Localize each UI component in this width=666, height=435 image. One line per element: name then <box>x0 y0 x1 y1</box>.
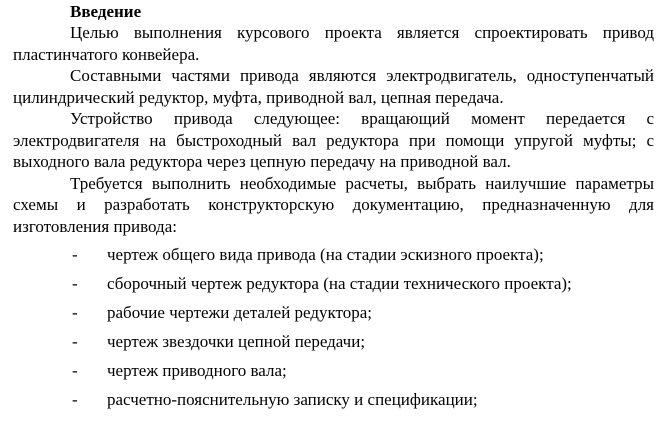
bullet-dash: - <box>72 274 78 293</box>
bullet-dash: - <box>72 361 78 380</box>
paragraph-goal: Целью выполнения курсового проекта является спроектировать привод пластинчатого конвейера. <box>13 23 654 64</box>
list-item <box>13 327 654 356</box>
list-item <box>13 240 654 269</box>
list-item-text: расчетно-пояснительную записку и спецификации; <box>107 390 478 409</box>
list-item-text: чертеж общего вида привода (на стадии эскизного проекта); <box>107 245 544 264</box>
list-item <box>13 298 654 327</box>
bullet-dash: - <box>72 390 78 409</box>
list-item-text: сборочный чертеж редуктора (на стадии технического проекта); <box>107 274 572 293</box>
bullet-dash: - <box>72 245 78 264</box>
bullet-dash: - <box>72 332 78 351</box>
list-item-text: рабочие чертежи деталей редуктора; <box>107 303 373 322</box>
list-item-text: чертеж звездочки цепной передачи; <box>107 332 366 351</box>
list-item-text: чертеж приводного вала; <box>107 361 287 380</box>
deliverables-list <box>13 240 654 414</box>
list-item <box>13 356 654 385</box>
paragraph-requirements: Требуется выполнить необходимые расчеты, выбрать наилучшие параметры схемы и разработать конструкторскую документацию, предназначенную для изготовления привода: <box>13 173 654 236</box>
document-page <box>13 2 654 414</box>
paragraph-device: Устройство привода следующее: вращающий момент передается с электродвигателя на быстроходный вал редуктора при помощи упругой муфты; с выходного вала редуктора через цепную передачу на приводной вал. <box>13 109 654 171</box>
paragraph-components: Составными частями привода являются электродвигатель, одноступенчатый цилиндрический редуктор, муфта, приводной вал, цепная передача. <box>13 66 654 107</box>
section-heading: Введение <box>70 2 142 21</box>
bullet-dash: - <box>72 303 78 322</box>
list-item <box>13 385 654 414</box>
list-item <box>13 269 654 298</box>
